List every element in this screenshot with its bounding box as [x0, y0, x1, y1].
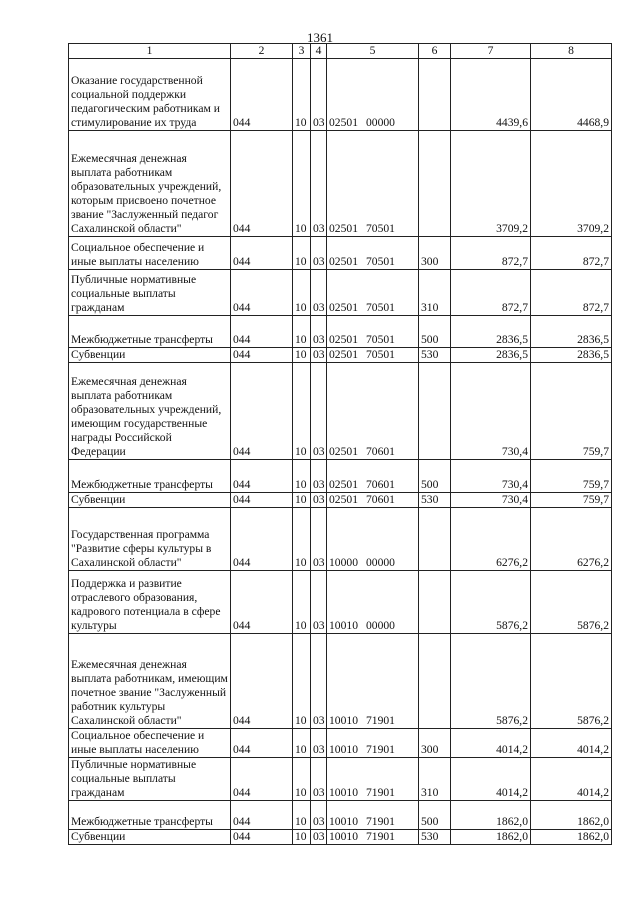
expense-type-code: 300 [419, 237, 451, 270]
target-item-code: 00000 [365, 556, 395, 569]
row-name: Ежемесячная денежная выплата работникам образовательных учреждений, которым присвоено почетное звание "Заслуженный педагог Сахалинской области" [69, 131, 231, 237]
target-item-code: 00000 [365, 116, 395, 129]
expense-type-code: 500 [419, 460, 451, 493]
target-program-code: 10000 [329, 556, 358, 569]
amount-year-1: 6276,2 [451, 508, 531, 571]
section-code: 10 [293, 508, 311, 571]
row-name: Субвенции [69, 493, 231, 508]
target-program-code: 10010 [329, 743, 358, 756]
table-row [69, 508, 612, 571]
subsection-code: 03 [311, 830, 327, 845]
table-row [69, 131, 612, 237]
expense-type-code [419, 571, 451, 634]
header-cell: 3 [293, 44, 311, 59]
subsection-code: 03 [311, 508, 327, 571]
target-program-code: 02501 [329, 478, 358, 491]
expense-type-code: 500 [419, 801, 451, 830]
row-name: Ежемесячная денежная выплата работникам, имеющим почетное звание "Заслуженный работник культуры Сахалинской области" [69, 634, 231, 729]
amount-year-1: 2836,5 [451, 348, 531, 363]
target-program-code: 02501 [329, 116, 358, 129]
table-row [69, 348, 612, 363]
amount-year-1: 4014,2 [451, 729, 531, 758]
header-cell: 6 [419, 44, 451, 59]
subsection-code: 03 [311, 729, 327, 758]
section-code: 10 [293, 493, 311, 508]
amount-year-2: 759,7 [531, 363, 612, 460]
amount-year-2: 5876,2 [531, 571, 612, 634]
table-row [69, 270, 612, 316]
target-program-code: 02501 [329, 301, 358, 314]
expense-type-code: 500 [419, 316, 451, 348]
table-row [69, 758, 612, 801]
amount-year-1: 1862,0 [451, 830, 531, 845]
expense-type-code: 310 [419, 270, 451, 316]
subsection-code: 03 [311, 363, 327, 460]
section-code: 10 [293, 59, 311, 131]
target-article-code [327, 131, 419, 237]
ministry-code: 044 [231, 801, 293, 830]
amount-year-2: 759,7 [531, 493, 612, 508]
target-item-code: 71901 [365, 743, 395, 756]
table-row [69, 729, 612, 758]
target-item-code: 70601 [365, 478, 395, 491]
table-row [69, 830, 612, 845]
amount-year-1: 730,4 [451, 460, 531, 493]
target-program-code: 02501 [329, 333, 358, 346]
section-code: 10 [293, 270, 311, 316]
amount-year-2: 872,7 [531, 270, 612, 316]
target-item-code: 71901 [365, 830, 395, 843]
target-program-code: 10010 [329, 815, 358, 828]
target-item-code: 70601 [365, 445, 395, 458]
amount-year-2: 4014,2 [531, 729, 612, 758]
target-item-code: 70501 [365, 348, 395, 361]
target-article-code [327, 729, 419, 758]
amount-year-1: 2836,5 [451, 316, 531, 348]
section-code: 10 [293, 729, 311, 758]
section-code: 10 [293, 131, 311, 237]
ministry-code: 044 [231, 493, 293, 508]
target-article-code [327, 634, 419, 729]
amount-year-1: 5876,2 [451, 634, 531, 729]
amount-year-1: 4014,2 [451, 758, 531, 801]
table-row [69, 493, 612, 508]
target-program-code: 02501 [329, 445, 358, 458]
header-row [69, 44, 612, 59]
row-name: Оказание государственной социальной поддержки педагогическим работникам и стимулирование их труда [69, 59, 231, 131]
ministry-code: 044 [231, 59, 293, 131]
table-row [69, 801, 612, 830]
amount-year-2: 4014,2 [531, 758, 612, 801]
section-code: 10 [293, 830, 311, 845]
table-row [69, 316, 612, 348]
subsection-code: 03 [311, 316, 327, 348]
header-cell: 7 [451, 44, 531, 59]
target-program-code: 10010 [329, 714, 358, 727]
subsection-code: 03 [311, 634, 327, 729]
ministry-code: 044 [231, 830, 293, 845]
amount-year-1: 4439,6 [451, 59, 531, 131]
target-article-code [327, 493, 419, 508]
target-item-code: 71901 [365, 786, 395, 799]
subsection-code: 03 [311, 571, 327, 634]
amount-year-1: 3709,2 [451, 131, 531, 237]
section-code: 10 [293, 237, 311, 270]
ministry-code: 044 [231, 571, 293, 634]
target-item-code: 70501 [365, 255, 395, 268]
row-name: Публичные нормативные социальные выплаты гражданам [69, 758, 231, 801]
subsection-code: 03 [311, 493, 327, 508]
row-name: Социальное обеспечение и иные выплаты населению [69, 237, 231, 270]
target-article-code [327, 508, 419, 571]
subsection-code: 03 [311, 758, 327, 801]
row-name: Социальное обеспечение и иные выплаты населению [69, 729, 231, 758]
row-name: Поддержка и развитие отраслевого образования, кадрового потенциала в сфере культуры [69, 571, 231, 634]
target-item-code: 71901 [365, 815, 395, 828]
target-article-code [327, 316, 419, 348]
table-row [69, 634, 612, 729]
subsection-code: 03 [311, 131, 327, 237]
section-code: 10 [293, 316, 311, 348]
expense-type-code: 310 [419, 758, 451, 801]
ministry-code: 044 [231, 270, 293, 316]
amount-year-2: 2836,5 [531, 316, 612, 348]
row-name: Субвенции [69, 830, 231, 845]
ministry-code: 044 [231, 316, 293, 348]
row-name: Ежемесячная денежная выплата работникам образовательных учреждений, имеющим государственные награды Российской Федерации [69, 363, 231, 460]
amount-year-1: 5876,2 [451, 571, 531, 634]
amount-year-2: 6276,2 [531, 508, 612, 571]
amount-year-1: 872,7 [451, 270, 531, 316]
ministry-code: 044 [231, 634, 293, 729]
amount-year-2: 872,7 [531, 237, 612, 270]
budget-table [68, 43, 612, 845]
row-name: Государственная программа "Развитие сферы культуры в Сахалинской области" [69, 508, 231, 571]
target-article-code [327, 59, 419, 131]
expense-type-code [419, 363, 451, 460]
target-program-code: 02501 [329, 348, 358, 361]
target-program-code: 10010 [329, 830, 358, 843]
ministry-code: 044 [231, 508, 293, 571]
target-article-code [327, 801, 419, 830]
expense-type-code: 530 [419, 493, 451, 508]
row-name: Субвенции [69, 348, 231, 363]
table-row [69, 59, 612, 131]
ministry-code: 044 [231, 237, 293, 270]
header-cell: 2 [231, 44, 293, 59]
section-code: 10 [293, 460, 311, 493]
page-number: 1361 [307, 30, 333, 45]
amount-year-1: 730,4 [451, 363, 531, 460]
table-row [69, 571, 612, 634]
target-article-code [327, 237, 419, 270]
expense-type-code [419, 131, 451, 237]
target-article-code [327, 758, 419, 801]
section-code: 10 [293, 571, 311, 634]
subsection-code: 03 [311, 59, 327, 131]
amount-year-2: 759,7 [531, 460, 612, 493]
target-item-code: 70601 [365, 493, 395, 506]
row-name: Межбюджетные трансферты [69, 801, 231, 830]
row-name: Публичные нормативные социальные выплаты гражданам [69, 270, 231, 316]
section-code: 10 [293, 634, 311, 729]
amount-year-2: 2836,5 [531, 348, 612, 363]
target-article-code [327, 270, 419, 316]
target-program-code: 02501 [329, 255, 358, 268]
amount-year-2: 3709,2 [531, 131, 612, 237]
table-body [69, 59, 612, 845]
subsection-code: 03 [311, 237, 327, 270]
ministry-code: 044 [231, 363, 293, 460]
expense-type-code [419, 634, 451, 729]
ministry-code: 044 [231, 758, 293, 801]
expense-type-code: 300 [419, 729, 451, 758]
expense-type-code [419, 508, 451, 571]
table-row [69, 363, 612, 460]
amount-year-2: 1862,0 [531, 830, 612, 845]
target-item-code: 70501 [365, 333, 395, 346]
ministry-code: 044 [231, 729, 293, 758]
subsection-code: 03 [311, 348, 327, 363]
target-program-code: 10010 [329, 619, 358, 632]
target-program-code: 10010 [329, 786, 358, 799]
header-cell: 1 [69, 44, 231, 59]
target-article-code [327, 460, 419, 493]
header-cell: 4 [311, 44, 327, 59]
expense-type-code [419, 59, 451, 131]
ministry-code: 044 [231, 460, 293, 493]
target-article-code [327, 830, 419, 845]
target-item-code: 71901 [365, 714, 395, 727]
expense-type-code: 530 [419, 830, 451, 845]
ministry-code: 044 [231, 348, 293, 363]
target-item-code: 00000 [365, 619, 395, 632]
header-cell: 8 [531, 44, 612, 59]
row-name: Межбюджетные трансферты [69, 316, 231, 348]
ministry-code: 044 [231, 131, 293, 237]
amount-year-2: 1862,0 [531, 801, 612, 830]
section-code: 10 [293, 363, 311, 460]
row-name: Межбюджетные трансферты [69, 460, 231, 493]
subsection-code: 03 [311, 801, 327, 830]
target-item-code: 70501 [365, 222, 395, 235]
table-row [69, 237, 612, 270]
header-cell: 5 [327, 44, 419, 59]
target-article-code [327, 363, 419, 460]
amount-year-2: 5876,2 [531, 634, 612, 729]
section-code: 10 [293, 801, 311, 830]
table-row [69, 460, 612, 493]
amount-year-1: 1862,0 [451, 801, 531, 830]
target-item-code: 70501 [365, 301, 395, 314]
target-article-code [327, 348, 419, 363]
subsection-code: 03 [311, 270, 327, 316]
amount-year-1: 872,7 [451, 237, 531, 270]
expense-type-code: 530 [419, 348, 451, 363]
amount-year-1: 730,4 [451, 493, 531, 508]
subsection-code: 03 [311, 460, 327, 493]
section-code: 10 [293, 348, 311, 363]
target-article-code [327, 571, 419, 634]
amount-year-2: 4468,9 [531, 59, 612, 131]
target-program-code: 02501 [329, 493, 358, 506]
target-program-code: 02501 [329, 222, 358, 235]
section-code: 10 [293, 758, 311, 801]
